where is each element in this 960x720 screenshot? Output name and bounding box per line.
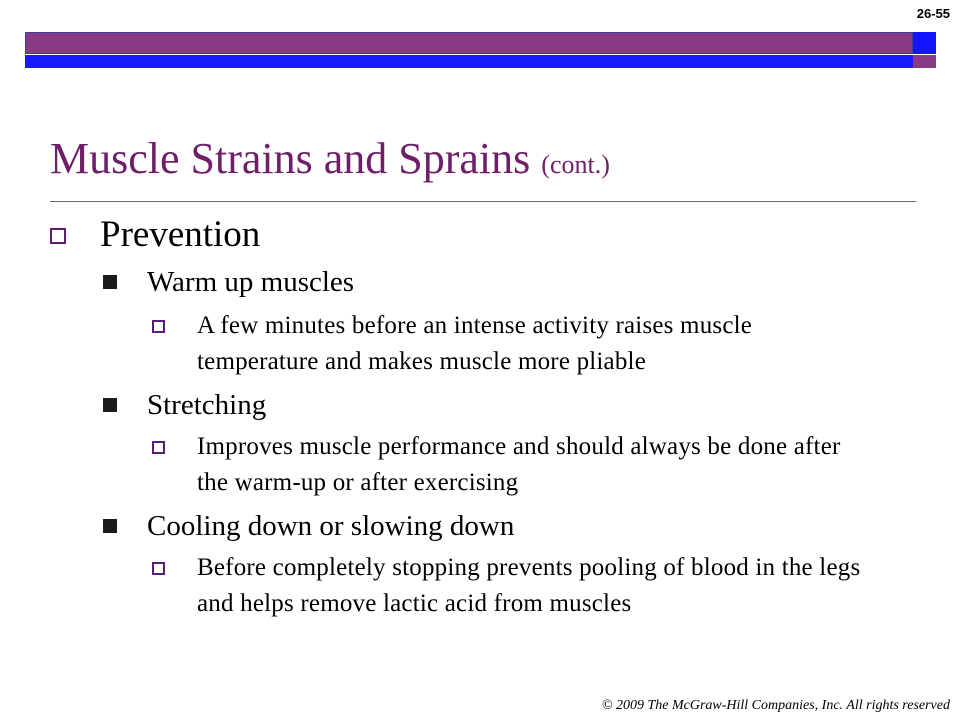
hollow-square-bullet-icon	[152, 562, 165, 575]
list-item-stretching: Stretching	[147, 389, 267, 421]
list-item-detail: Improves muscle performance and should always be done after the warm-up or after exercising	[197, 433, 841, 496]
slide-number: 26-55	[916, 6, 950, 21]
list-item-warm-up: Warm up muscles	[147, 266, 355, 298]
hollow-square-bullet-icon	[152, 441, 165, 454]
square-bullet-icon	[103, 519, 117, 533]
slide-title-suffix: (cont.)	[541, 150, 610, 179]
slide-title-main: Muscle Strains and Sprains	[50, 134, 531, 183]
square-bullet-icon	[103, 398, 117, 412]
list-item-detail: Before completely stopping prevents pooling of blood in the legs and helps remove lactic acid from muscles	[197, 554, 861, 617]
list-item-cooling-down: Cooling down or slowing down	[147, 510, 515, 542]
list-item-detail: A few minutes before an intense activity raises muscle temperature and makes muscle more pliable	[197, 312, 753, 375]
copyright-footer: © 2009 The McGraw-Hill Companies, Inc. All rights reserved	[601, 698, 950, 713]
hollow-square-bullet-icon	[50, 228, 66, 244]
square-bullet-icon	[103, 275, 117, 289]
bullet-heading-prevention: Prevention	[100, 214, 261, 255]
hollow-square-bullet-icon	[152, 320, 165, 333]
